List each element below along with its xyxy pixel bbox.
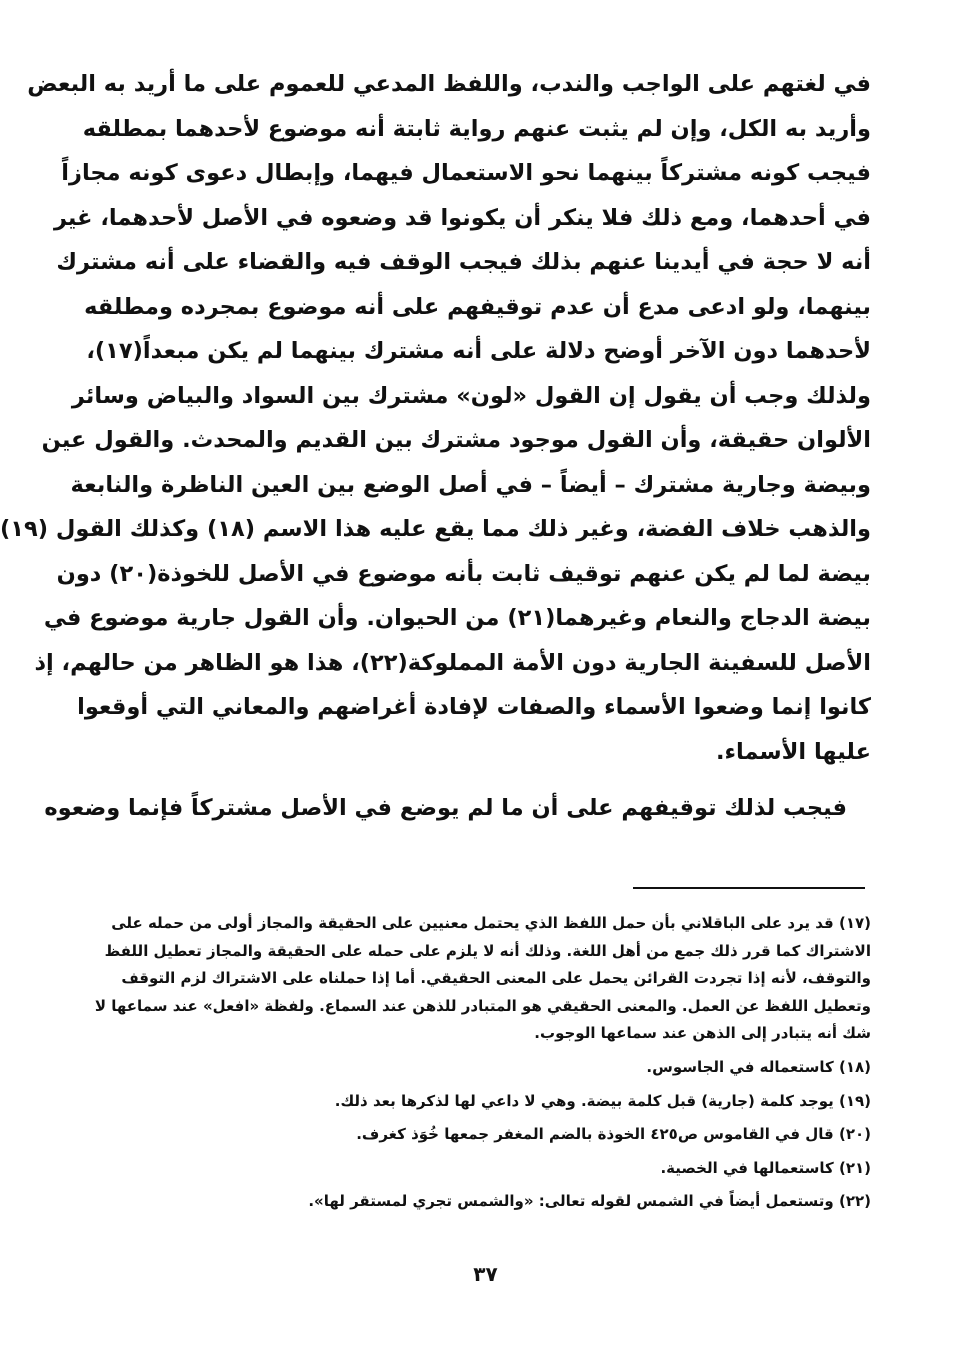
- footnote-separator: [633, 887, 865, 889]
- body-line: عليها الأسماء.: [715, 738, 871, 765]
- footnote-17-line: الاشتراك كما قرر ذلك جمع من أهل اللغة. وذلك أنه لا يلزم على حمله على الحقيقة والمجاز تعطيل اللفظ: [104, 941, 871, 960]
- body-line: في أحدهما، ومع ذلك فلا ينكر أن يكونوا قد وضعوه في الأصل لأحدهما، غير: [53, 204, 871, 231]
- body-line: بيضة لما لم يكن عنهم توقيف ثابت بأنه موضوع في الأصل للخوذة(٢٠) دون: [56, 560, 871, 587]
- body-line: بينهما، ولو ادعى مدع أن عدم توقيفهم على أنه موضوع بمجرده ومطلقه: [84, 293, 871, 320]
- body-line: وأريد به الكل، وإن لم يثبت عنهم رواية ثابتة أنه موضوع لأحدهما بمطلقه: [82, 115, 871, 142]
- footnote-18: (١٨) كاستعماله في الجاسوس.: [646, 1057, 871, 1076]
- body-line: بيضة الدجاج والنعام وغيرهما(٢١) من الحيوان. وأن القول جارية موضوع في: [43, 605, 871, 631]
- footnote-17-line: شك أنه يتبادر إلى الذهن عند سماعها الوجوب.: [534, 1024, 871, 1043]
- body-line: الأصل للسفينة الجارية دون الأمة المملوكة(٢٢)، هذا هو الظاهر من حالهم، إذ: [34, 649, 871, 676]
- footnote-22: (٢٢) وتستعمل أيضاً في الشمس لقوله تعالى: «والشمس تجري لمستقر لها».: [308, 1192, 871, 1211]
- footnotes: [94, 910, 871, 1216]
- body-line: في لغتهم على الواجب والندب، واللفظ المدعي للعموم على ما أريد به البعض: [27, 71, 871, 97]
- footnote-20: (٢٠) قال في القاموس ص٤٢٥ الخوذة بالضم المغفر جمعها خُوَذ كغرف.: [356, 1125, 871, 1144]
- page-number: ٣٧: [473, 1262, 498, 1286]
- footnote-17-line: وتعطيل اللفظ عن العمل. والمعنى الحقيقي هو المتبادر للذهن عند السماع. ولفظة «افعل» عند سماعها لا: [94, 996, 871, 1015]
- body-line: الألوان حقيقة، وأن القول موجود مشترك بين القديم والمحدث. والقول عين: [41, 427, 871, 453]
- body-line: كانوا إنما وضعوا الأسماء والصفات لإفادة أغراضهم والمعاني التي أوقعوا: [77, 694, 871, 720]
- body-line: فيجب كونه مشتركاً بينهما نحو الاستعمال فيهما، وإبطال دعوى كونه مجازاً: [61, 160, 871, 186]
- body-line: وبيضة وجارية مشترك – أيضاً – في أصل الوضع بين العين الناظرة والنابعة: [70, 471, 871, 498]
- footnote-21: (٢١) كاستعمالها في الخصية.: [660, 1158, 871, 1177]
- footnote-19: (١٩) يوجد كلمة (جارية) قبل كلمة بيضة. وهي لا داعي لها لذكرها بعد ذلك.: [334, 1091, 871, 1110]
- body-line: أنه لا حجة في أيدينا عنهم بذلك فيجب الوقف فيه والقضاء على أنه مشترك: [56, 249, 871, 275]
- footnote-17-line: والتوقف، لأنه إذا تجردت القرائن يحمل على المعنى الحقيقي. أما إذا حملناه على الاشتراك لزم التوقف: [121, 969, 871, 988]
- body-line: ولذلك وجب أن يقول إن القول «لون» مشترك بين السواد والبياض وسائر: [71, 382, 871, 409]
- body-line: والذهب خلاف الفضة، وغير ذلك مما يقع عليه هذا الاسم (١٨) وكذلك القول (١٩): [0, 516, 871, 542]
- body-line: لأحدهما دون الآخر أوضح دلالة على أنه مشترك بينهما لم يكن مبعداً(١٧)،: [86, 338, 871, 364]
- footnote-17-line: (١٧) قد يرد على الباقلاني بأن حمل اللفظ الذي يحتمل معنيين على الحقيقة والمجاز أولى من حمله على: [111, 914, 871, 932]
- main-text: [0, 62, 871, 831]
- last-paragraph: فيجب لذلك توقيفهم على أن ما لم يوضع في الأصل مشتركاً فإنما وضعوه: [44, 795, 847, 821]
